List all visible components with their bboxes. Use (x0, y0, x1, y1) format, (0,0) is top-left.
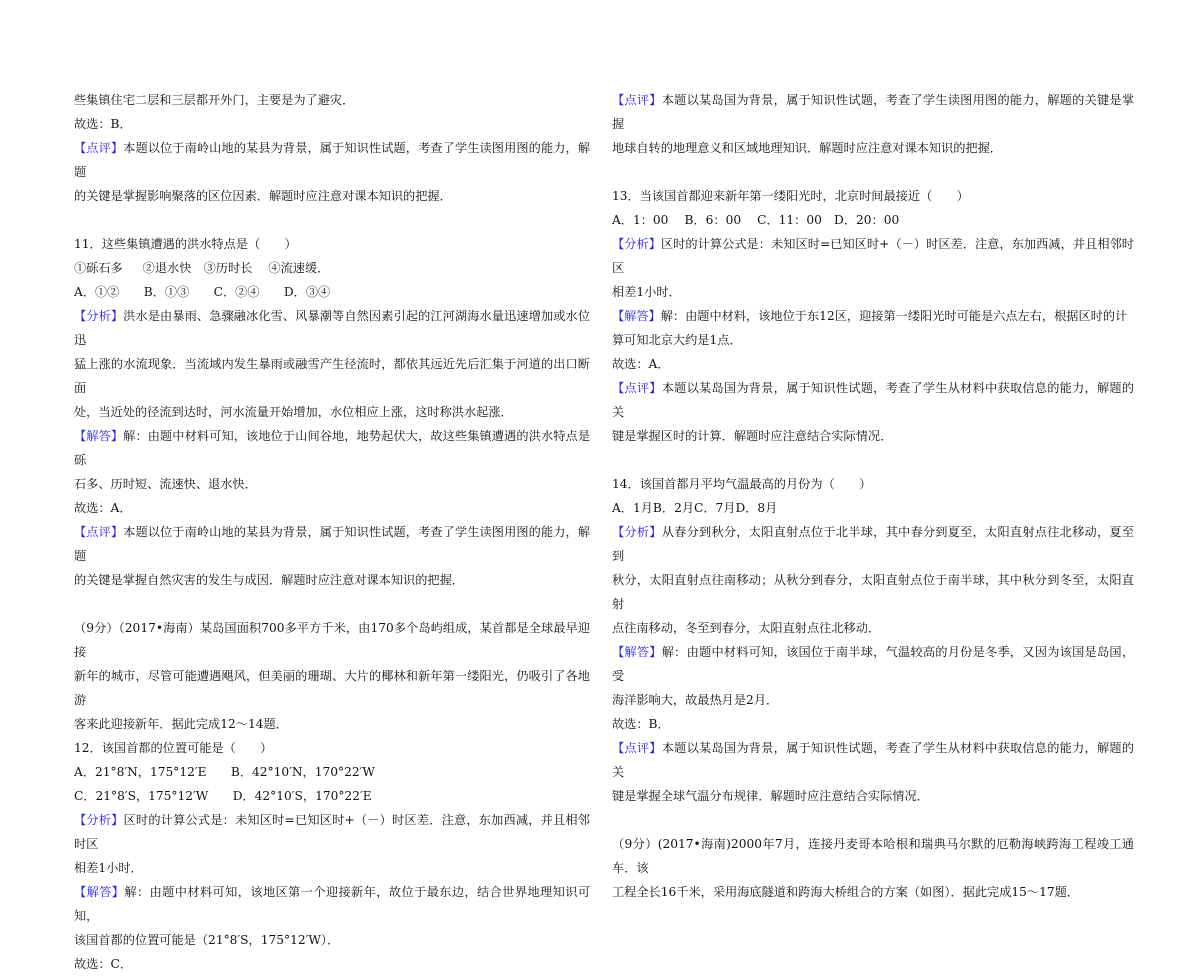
line-text: 新年的城市，尽管可能遭遇飓风，但美丽的珊瑚、大片的椰林和新年第一缕阳光，仍吸引了各地游 (74, 669, 590, 707)
section-tag: 【点评】 (612, 381, 662, 395)
text-line (74, 856, 590, 880)
text-line (74, 880, 590, 928)
text-line (74, 760, 590, 784)
text-line (612, 208, 1134, 232)
text-line (612, 640, 1134, 688)
line-text: 猛上涨的水流现象．当流域内发生暴雨或融雪产生径流时，都依其远近先后汇集于河道的出口断面 (74, 357, 590, 395)
text-line (74, 112, 590, 136)
paragraph-gap (74, 208, 590, 232)
line-text: 从春分到秋分，太阳直射点位于北半球，其中春分到夏至，太阳直射点往北移动，夏至到 (612, 525, 1135, 563)
text-line (74, 136, 590, 184)
section-tag: 【分析】 (612, 525, 662, 539)
line-text: C．21°8′S，175°12′W D．42°10′S，170°22′E (74, 789, 372, 803)
line-text: （9分）（2017•海南）某岛国面积700多平方千米，由170多个岛屿组成，某首都是全球最早迎接 (74, 621, 590, 659)
line-text: 客来此迎接新年．据此完成12～14题． (74, 717, 288, 731)
line-text: 故选：C． (74, 957, 133, 971)
text-line (612, 832, 1134, 880)
line-text: 本题以某岛国为背景，属于知识性试题，考查了学生读图用图的能力，解题的关键是掌握 (612, 93, 1135, 131)
text-line (74, 280, 590, 304)
section-tag: 【点评】 (612, 93, 662, 107)
line-text: 的关键是掌握自然灾害的发生与成因．解题时应注意对课本知识的把握． (74, 573, 464, 587)
line-text: 解：由题中材料，该地位于东12区，迎接第一缕阳光时可能是六点左右，根据区时的计 (660, 309, 1128, 323)
section-tag: 【解答】 (612, 645, 662, 659)
section-tag: 【分析】 (612, 237, 661, 251)
text-line (612, 376, 1134, 424)
text-line (612, 880, 1134, 904)
line-text: 区时的计算公式是：未知区时=已知区时+（－）时区差．注意，东加西减，并且相邻时区 (612, 237, 1134, 275)
paragraph-gap (612, 448, 1134, 472)
text-line (74, 496, 590, 520)
section-tag: 【解答】 (74, 429, 124, 443)
text-line (74, 568, 590, 592)
line-text: 些集镇住宅二层和三层都开外门，主要是为了避灾． (74, 93, 355, 107)
line-text: 该国首都的位置可能是（21°8′S，175°12′W）． (74, 933, 340, 947)
line-text: 算可知北京大约是1点． (612, 333, 742, 347)
text-line (612, 424, 1134, 448)
line-text: 石多、历时短、流速快、退水快． (74, 477, 257, 491)
line-text: A．1月B．2月C．7月D．8月 (612, 501, 778, 515)
text-line (74, 232, 590, 256)
section-tag: 【点评】 (74, 141, 124, 155)
text-line (74, 928, 590, 952)
line-text: 故选：B． (74, 117, 132, 131)
line-text: ①砾石多 ②退水快 ③历时长 ④流速缓． (74, 261, 330, 275)
line-text: 解：由题中材料可知，该地位于山间谷地，地势起伏大，故这些集镇遭遇的洪水特点是砾 (74, 429, 591, 467)
line-text: 本题以某岛国为背景，属于知识性试题，考查了学生从材料中获取信息的能力，解题的关 (612, 381, 1135, 419)
line-text: A．21°8′N，175°12′E B．42°10′N，170°22′W (74, 765, 375, 779)
section-tag: 【解答】 (74, 885, 125, 899)
text-line (612, 352, 1134, 376)
right-column (612, 88, 1134, 904)
text-line (612, 184, 1134, 208)
line-text: 解：由题中材料可知，该国位于南半球，气温较高的月份是冬季，又因为该国是岛国，受 (612, 645, 1135, 683)
text-line (74, 616, 590, 664)
line-text: 13．当该国首都迎来新年第一缕阳光时，北京时间最接近（ ） (612, 189, 969, 203)
text-line (612, 568, 1134, 616)
text-line (612, 496, 1134, 520)
text-line (74, 184, 590, 208)
paragraph-gap (74, 592, 590, 616)
section-tag: 【点评】 (74, 525, 124, 539)
text-line (612, 712, 1134, 736)
line-text: A．①② B．①③ C．②④ D．③④ (74, 285, 331, 299)
line-text: 洪水是由暴雨、急骤融冰化雪、风暴潮等自然因素引起的江河湖海水量迅速增加或水位迅 (74, 309, 591, 347)
text-line (612, 520, 1134, 568)
text-line (74, 88, 590, 112)
text-line (612, 88, 1134, 136)
text-line (74, 352, 590, 400)
line-text: 解：由题中材料可知，该地区第一个迎接新年，故位于最东边，结合世界地理知识可知， (74, 885, 591, 923)
paragraph-gap (612, 808, 1134, 832)
line-text: 相差1小时． (74, 861, 143, 875)
line-text: 14．该国首都月平均气温最高的月份为（ ） (612, 477, 872, 491)
text-line (74, 400, 590, 424)
text-line (612, 232, 1134, 280)
line-text: 故选：A． (612, 357, 670, 371)
text-line (612, 784, 1134, 808)
line-text: 秋分，太阳直射点往南移动；从秋分到春分，太阳直射点位于南半球，其中秋分到冬至，太阳直射 (612, 573, 1134, 611)
section-tag: 【分析】 (74, 309, 124, 323)
line-text: 本题以位于南岭山地的某县为背景，属于知识性试题，考查了学生读图用图的能力，解题 (74, 525, 591, 563)
text-line (612, 328, 1134, 352)
line-text: 12．该国首都的位置可能是（ ） (74, 741, 273, 755)
text-line (612, 280, 1134, 304)
text-line (612, 736, 1134, 784)
line-text: 本题以某岛国为背景，属于知识性试题，考查了学生从材料中获取信息的能力，解题的关 (612, 741, 1135, 779)
text-line (74, 736, 590, 760)
line-text: 点往南移动，冬至到春分，太阳直射点往北移动． (612, 621, 881, 635)
text-line (74, 304, 590, 352)
text-line (74, 424, 590, 472)
line-text: 的关键是掌握影响聚落的区位因素．解题时应注意对课本知识的把握． (74, 189, 452, 203)
line-text: 地球自转的地理意义和区域地理知识．解题时应注意对课本知识的把握． (612, 141, 1002, 155)
section-tag: 【点评】 (612, 741, 662, 755)
text-line (612, 304, 1134, 328)
text-line (612, 616, 1134, 640)
text-line (612, 472, 1134, 496)
text-line (74, 256, 590, 280)
line-text: 键是掌握全球气温分布规律．解题时应注意结合实际情况． (612, 789, 929, 803)
text-line (74, 664, 590, 712)
line-text: 海洋影响大，故最热月是2月． (612, 693, 779, 707)
left-column (74, 88, 590, 976)
text-line (74, 472, 590, 496)
line-text: 工程全长16千米，采用海底隧道和跨海大桥组合的方案（如图）．据此完成15～17题． (612, 885, 1079, 899)
line-text: 键是掌握区时的计算．解题时应注意结合实际情况． (612, 429, 893, 443)
section-tag: 【解答】 (612, 309, 661, 323)
line-text: （9分）(2017•海南)2000年7月，连接丹麦哥本哈根和瑞典马尔默的厄勒海峡跨海工程竣工通车．该 (612, 837, 1134, 875)
line-text: 区时的计算公式是：未知区时=已知区时+（－）时区差．注意，东加西减，并且相邻时区 (74, 813, 590, 851)
text-line (612, 688, 1134, 712)
text-line (74, 520, 590, 568)
paragraph-gap (612, 160, 1134, 184)
text-line (74, 784, 590, 808)
line-text: 处，当近处的径流到达时，河水流量开始增加，水位相应上涨，这时称洪水起涨． (74, 405, 513, 419)
line-text: 故选：B． (612, 717, 670, 731)
line-text: 本题以位于南岭山地的某县为背景，属于知识性试题，考查了学生读图用图的能力，解题 (74, 141, 591, 179)
line-text: A．1：00 B．6：00 C．11：00 D．20：00 (612, 213, 900, 227)
line-text: 故选：A． (74, 501, 132, 515)
text-line (612, 136, 1134, 160)
line-text: 11．这些集镇遭遇的洪水特点是（ ） (74, 237, 297, 251)
text-line (74, 952, 590, 976)
line-text: 相差1小时． (612, 285, 681, 299)
section-tag: 【分析】 (74, 813, 124, 827)
text-line (74, 712, 590, 736)
